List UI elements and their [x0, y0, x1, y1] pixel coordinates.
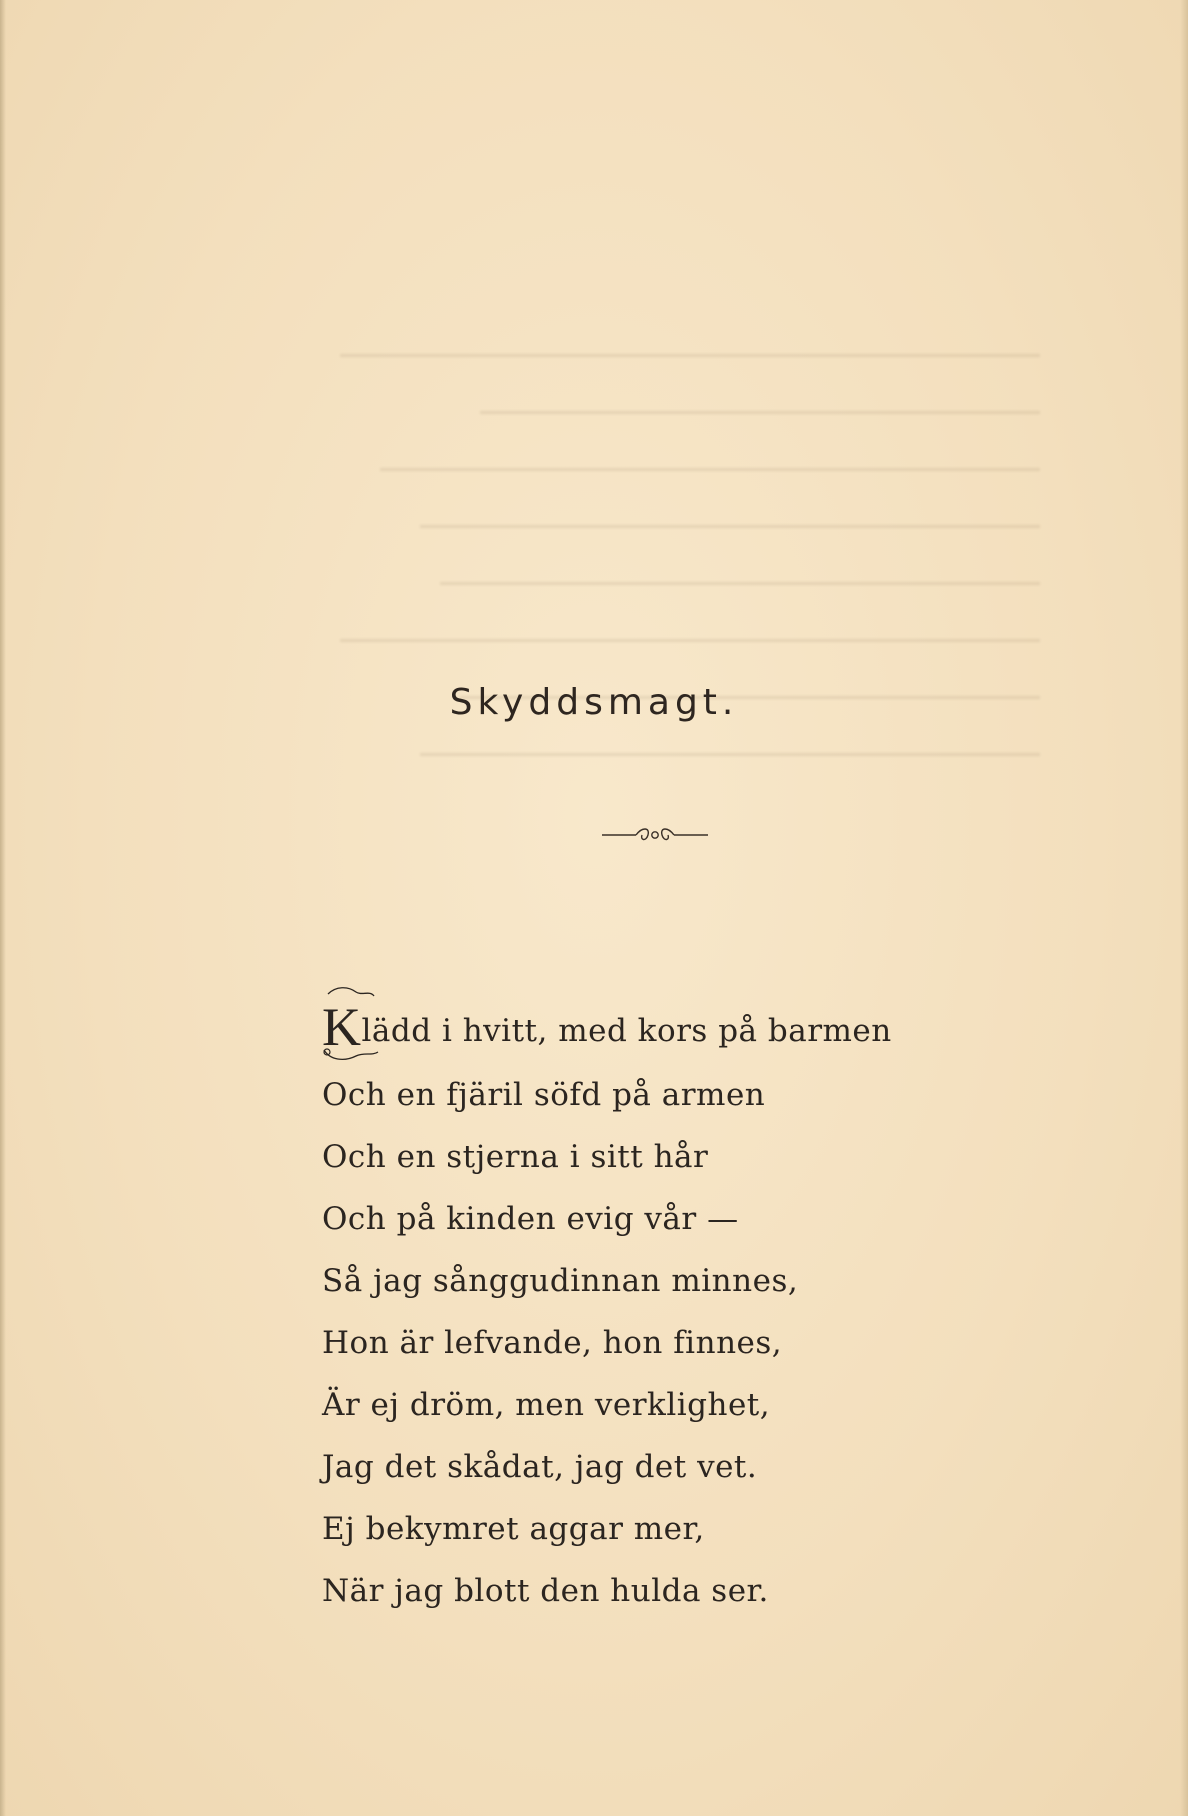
page-edge-left — [0, 0, 6, 1816]
poem-line: Så jag sånggudinnan minnes, — [322, 1263, 799, 1299]
poem-title: Skyddsmagt. — [449, 682, 739, 723]
poem-line: När jag blott den hulda ser. — [322, 1573, 769, 1609]
poem-line: Och en fjäril söfd på armen — [322, 1077, 766, 1113]
poem-line: Hon är lefvande, hon finnes, — [322, 1325, 783, 1361]
poem-body — [322, 997, 1042, 1622]
drop-cap-initial — [322, 997, 362, 1057]
drop-cap-letter: K — [322, 997, 362, 1057]
poem-line — [322, 997, 1042, 1062]
poem-line: Och på kinden evig vår — — [322, 1201, 739, 1237]
page-edge-right — [1180, 0, 1188, 1816]
poem-line: Är ej dröm, men verklighet, — [322, 1387, 771, 1423]
poem-line: Och en stjerna i sitt hår — [322, 1139, 709, 1175]
poem-line: Ej bekymret aggar mer, — [322, 1511, 705, 1547]
ornament-icon — [600, 820, 710, 850]
poem-line: Jag det skådat, jag det vet. — [322, 1449, 758, 1485]
poem-line-text: lädd i hvitt, med kors på barmen — [361, 1013, 892, 1049]
